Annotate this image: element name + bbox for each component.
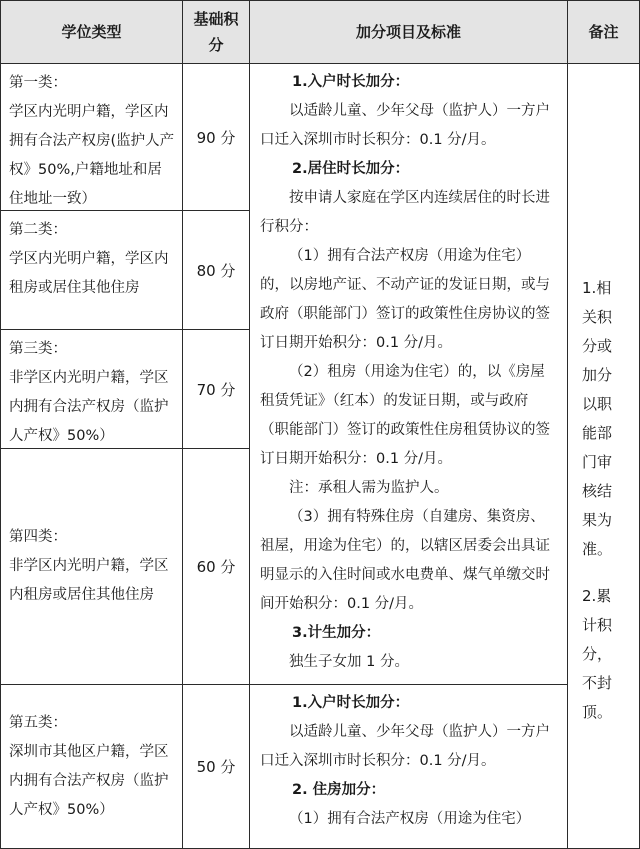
item-paragraph: 独生子女加 1 分。: [289, 654, 409, 670]
base-cell-2: 80 分: [182, 210, 250, 330]
header-type: 学位类型: [0, 0, 183, 64]
note-gap: [582, 564, 625, 582]
base-cell-1: 90 分: [182, 63, 250, 211]
items-cell-bottom: [249, 684, 568, 849]
note-part-2: 2.累计积分，不封顶。: [582, 587, 613, 721]
header-base: [182, 0, 250, 64]
type-cell-4-text: 第四类： 非学区内光明户籍，学区内租房或居住其他住房: [9, 529, 169, 603]
item-paragraph: 以适龄儿童、少年父母（监护人）一方户口迁入深圳市时长积分：0.1 分/月。: [260, 724, 550, 769]
item-paragraph: 注：承租人需为监护人。: [289, 480, 449, 496]
header-note: 备注: [567, 0, 640, 64]
type-cell-1: 第一类： 学区内光明户籍，学区内拥有合法产权房(监护人产权》50%,户籍地址和居住地址一致）: [0, 63, 183, 211]
items-cell-top: [249, 63, 568, 685]
header-items: 加分项目及标准: [249, 0, 568, 64]
header-base-text: 基础积分: [193, 10, 239, 54]
item-paragraph: 按申请人家庭在学区内连续居住的时长进行积分：: [260, 190, 550, 235]
type-cell-5: [0, 684, 183, 849]
type-cell-2: 第二类： 学区内光明户籍，学区内租房或居住其他住房: [0, 210, 183, 330]
item-paragraph: （3）拥有特殊住房（自建房、集资房、祖屋，用途为住宅）的，以辖区居委会出具证明显示的入住时间或水电费单、煤气单缴交时间开始积分：0.1 分/月。: [260, 509, 550, 612]
base-cell-4: 60 分: [182, 448, 250, 685]
type-cell-5-text: 第五类： 深圳市其他区户籍，学区内拥有合法产权房（监护人产权》50%）: [9, 714, 169, 818]
item-heading: 1.入户时长加分：: [292, 695, 410, 711]
item-paragraph: （1）拥有合法产权房（用途为住宅）的，以房地产证、不动产证的发证日期，或与政府（职能部门）签订的政策性住房协议的签订日期开始积分：0.1 分/月。: [260, 248, 550, 351]
base-cell-5: 50 分: [182, 684, 250, 849]
type-cell-4: [0, 448, 183, 685]
note-part-1: 1.相关积分或加分以职能部门审核结果为准。: [582, 279, 613, 558]
item-heading: 3.计生加分：: [292, 625, 381, 641]
item-paragraph: 以适龄儿童、少年父母（监护人）一方户口迁入深圳市时长积分：0.1 分/月。: [260, 103, 550, 148]
item-paragraph: （2）租房（用途为住宅）的，以《房屋租赁凭证》（红本）的发证日期，或与政府（职能部门）签订的政策性住房租赁协议的签订日期开始积分：0.1 分/月。: [260, 364, 550, 467]
item-heading: 2.居住时长加分：: [292, 161, 410, 177]
type-cell-3: 第三类： 非学区内光明户籍，学区内拥有合法产权房（监护人产权》50%）: [0, 329, 183, 449]
note-cell: [567, 63, 640, 849]
item-paragraph: （1）拥有合法产权房（用途为住宅）: [289, 811, 531, 827]
item-heading: 1.入户时长加分：: [292, 74, 410, 90]
item-heading: 2. 住房加分：: [292, 782, 386, 798]
base-cell-3: 70 分: [182, 329, 250, 449]
